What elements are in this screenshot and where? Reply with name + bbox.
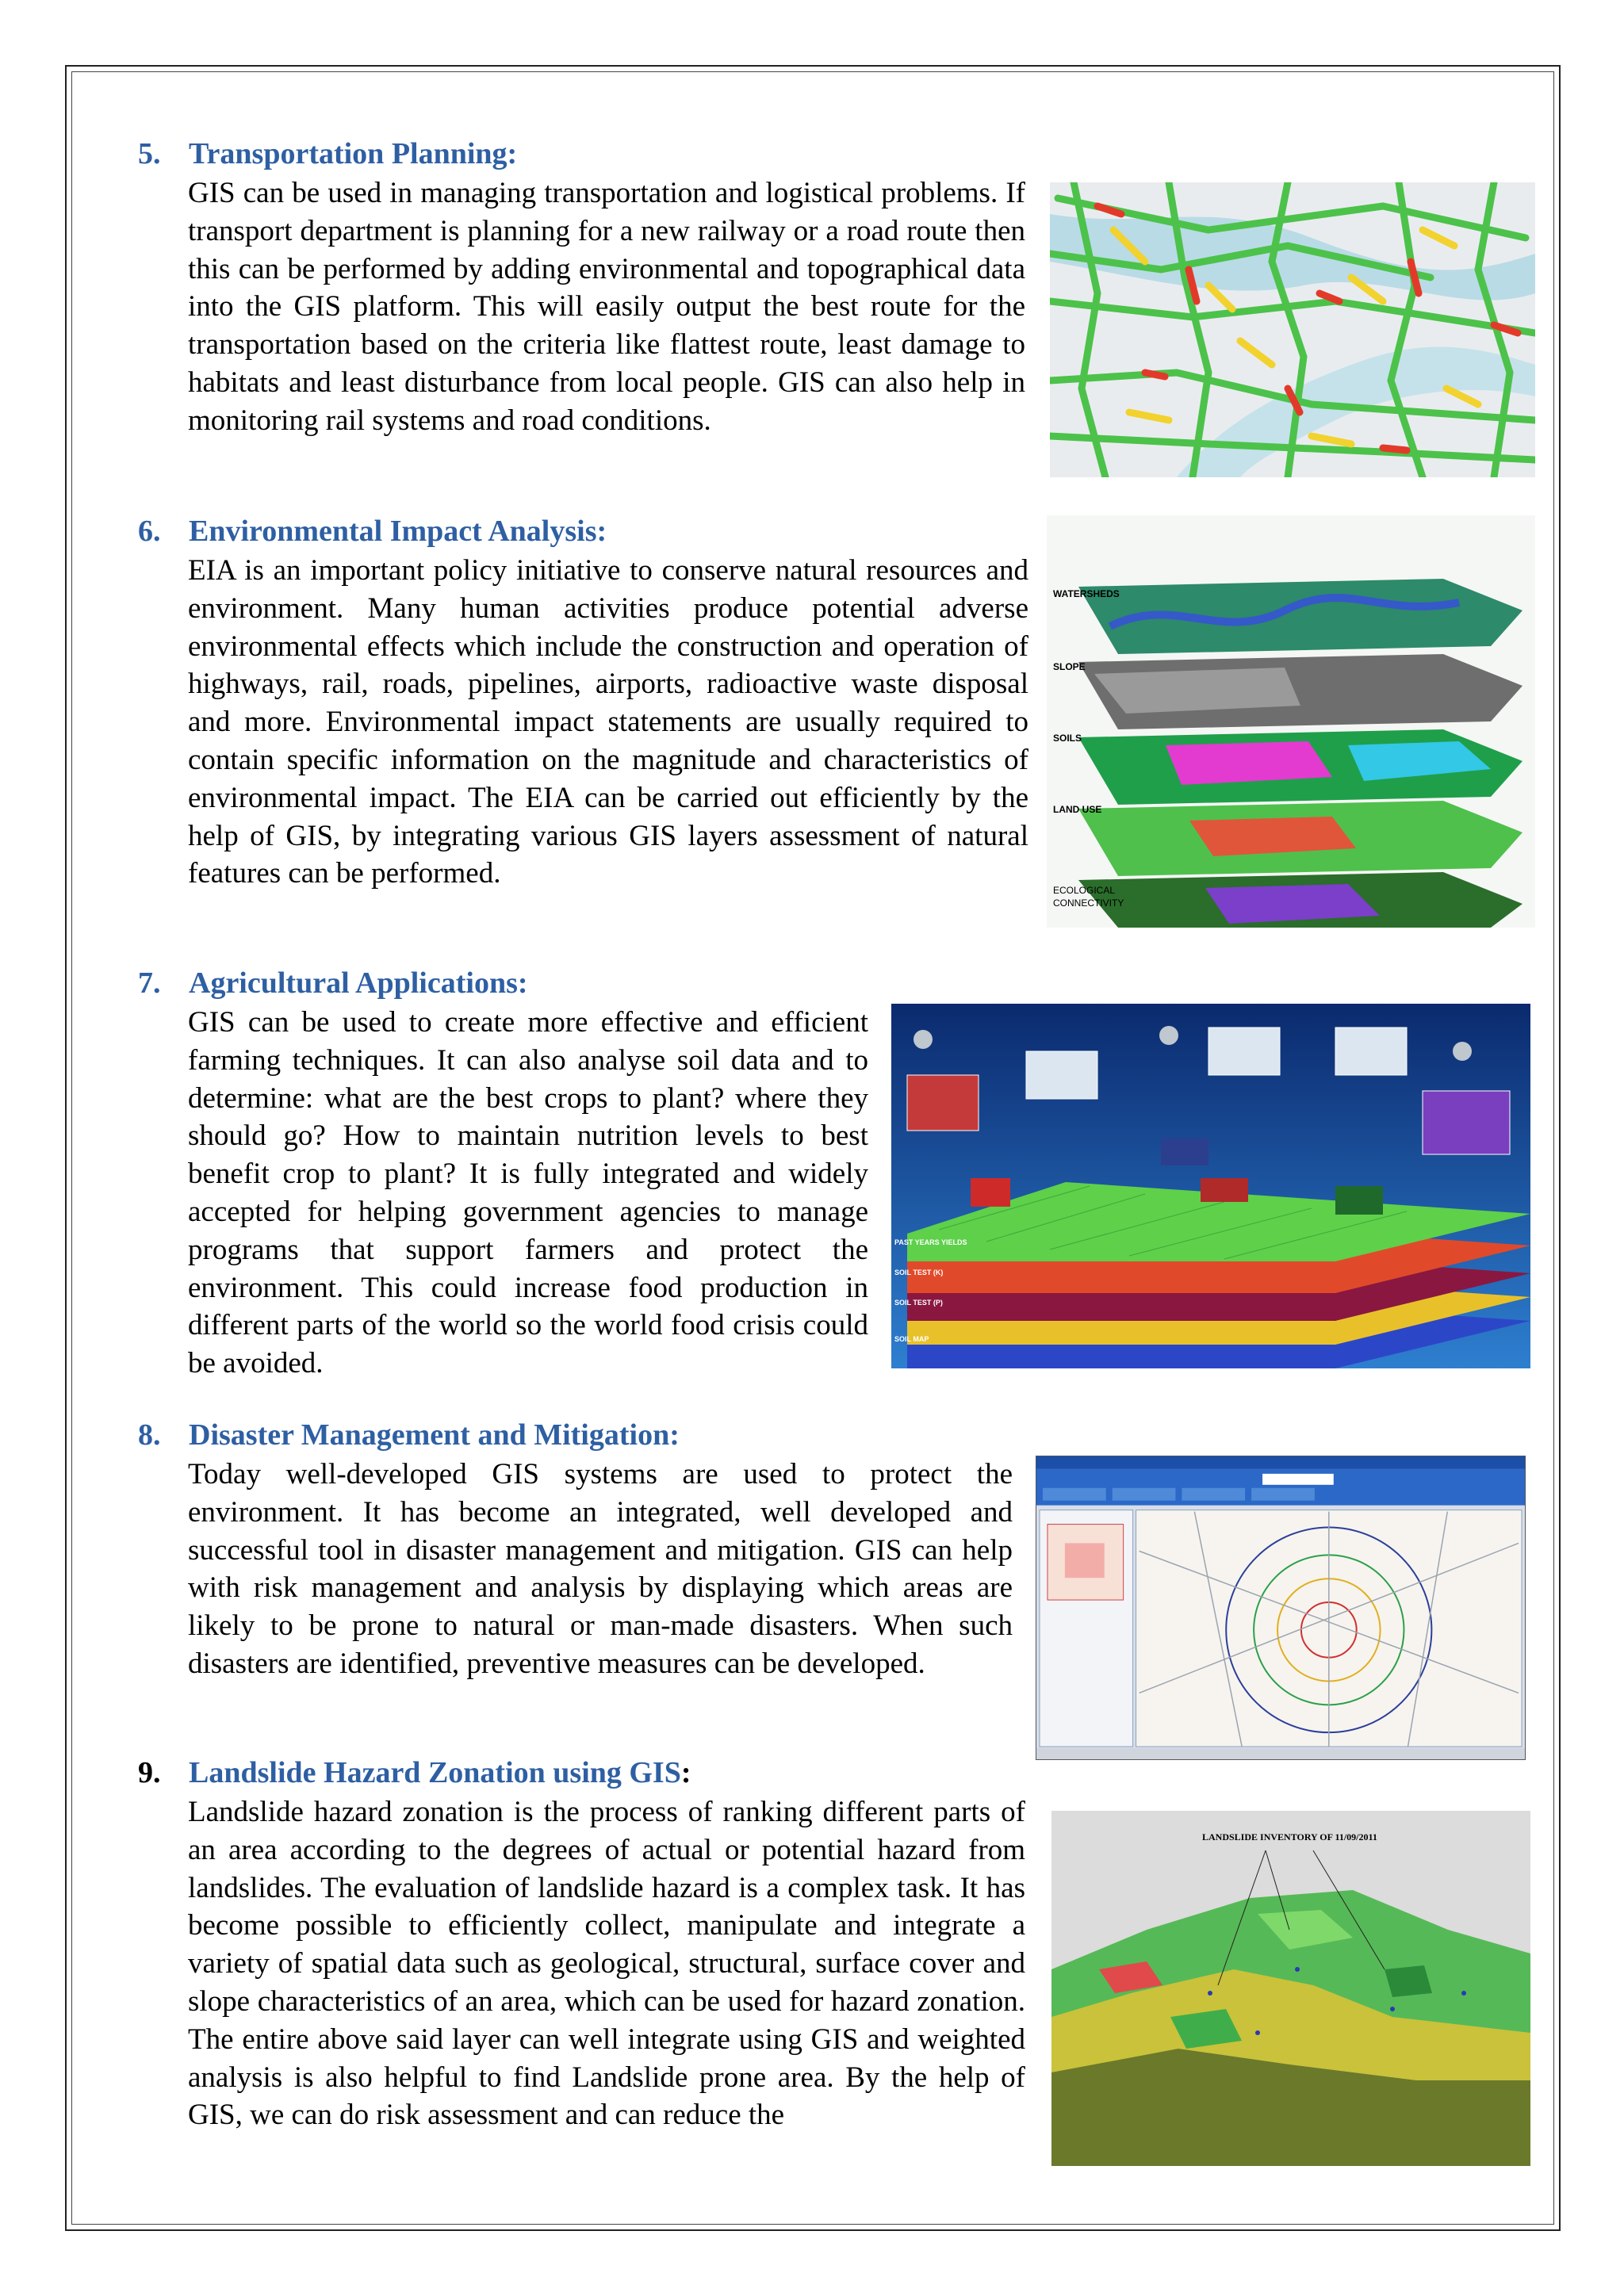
section-body-agriculture: GIS can be used to create more effective and efficient farming techniques. It can also analyse soil data and to determine: what are the best crops to plant? where they should go? How to maintain nutrition levels to best benefit crop to plant? It is fully integrated and widely accepted for helping government agencies to manage programs that support farmers and protect the environment. This could increase food production in different parts of the world so the world food crisis could be avoided. xyxy=(188,1006,868,1380)
section-title: Disaster Management and Mitigation: xyxy=(189,1418,680,1452)
section-number: 5. xyxy=(138,137,161,170)
layer-label: PAST YEARS YIELDS xyxy=(894,1238,967,1246)
section-body-eia: EIA is an important policy initiative to conserve natural resources and environment. Many human activities produce potential adverse environmental effects which include the construction and operation of highways, rail, roads, pipelines, airports, radioactive waste disposal and more. Environmental impact statements are usually required to contain specific information on the magnitude and characteristics of environmental impact. The EIA can be carried out efficiently by the help of GIS, by integrating various GIS layers assessment of natural features can be performed. xyxy=(188,554,1028,890)
section-number: 8. xyxy=(138,1418,161,1452)
figure-caption: LANDSLIDE INVENTORY OF 11/09/2011 xyxy=(1202,1831,1377,1843)
section-number: 9. xyxy=(138,1756,161,1789)
layer-label: CONNECTIVITY xyxy=(1053,897,1124,909)
layer-label: SOIL TEST (P) xyxy=(894,1299,943,1307)
section-body-landslide: Landslide hazard zonation is the process of ranking different parts of an area according to the degrees of actual or potential hazard from landslides. The evaluation of landslide hazard is a complex task. It has become possible to efficiently collect, manipulate and integrate a variety of spatial data such as geological, structural, surface cover and slope characteristics of an area, which can be used for hazard zonation. The entire above said layer can well integrate using GIS and weighted analysis is also helpful to find Landslide prone area. By the help of GIS, we can do risk assessment and can reduce the xyxy=(188,1796,1025,2132)
section-body-transportation: GIS can be used in managing transportation and logistical problems. If transport department is planning for a new railway or a road route then this can be performed by adding environmental and topographical data into the GIS platform. This will easily output the best route for the transportation based on the criteria like flattest route, least damage to habitats and least disturbance from local people. GIS can also help in monitoring rail systems and road conditions. xyxy=(188,177,1025,437)
precision-farming-image xyxy=(891,1004,1530,1368)
layer-label: ECOLOGICAL xyxy=(1053,885,1116,896)
section-title: Environmental Impact Analysis: xyxy=(189,515,607,548)
landslide-terrain-image xyxy=(1051,1811,1530,2166)
layer-label: LAND USE xyxy=(1053,804,1102,815)
layer-label: SLOPE xyxy=(1053,661,1086,672)
layer-label: SOIL TEST (K) xyxy=(894,1269,944,1276)
section-title: Transportation Planning: xyxy=(189,137,518,170)
layer-label: SOIL MAP xyxy=(894,1335,929,1343)
layer-label: SOILS xyxy=(1053,733,1082,744)
section-title: Landslide Hazard Zonation using GIS xyxy=(189,1756,681,1789)
section-number: 7. xyxy=(138,966,161,1000)
section-body-disaster: Today well-developed GIS systems are used to protect the environment. It has become an integrated, well developed and successful tool in disaster management and mitigation. GIS can help with risk management and analysis by displaying which areas are likely to be prone to natural or man-made disasters. When such disasters are identified, preventive measures can be developed. xyxy=(188,1458,1013,1680)
layer-label: WATERSHEDS xyxy=(1053,588,1120,599)
section-title: Agricultural Applications: xyxy=(189,966,528,1000)
gis-layers-image xyxy=(1047,515,1535,928)
section-number: 6. xyxy=(138,515,161,548)
section-title-group xyxy=(189,1754,691,1792)
section-title-suffix: : xyxy=(680,1756,691,1789)
traffic-map-image xyxy=(1050,182,1535,477)
gis-web-map-screenshot xyxy=(1036,1456,1526,1760)
